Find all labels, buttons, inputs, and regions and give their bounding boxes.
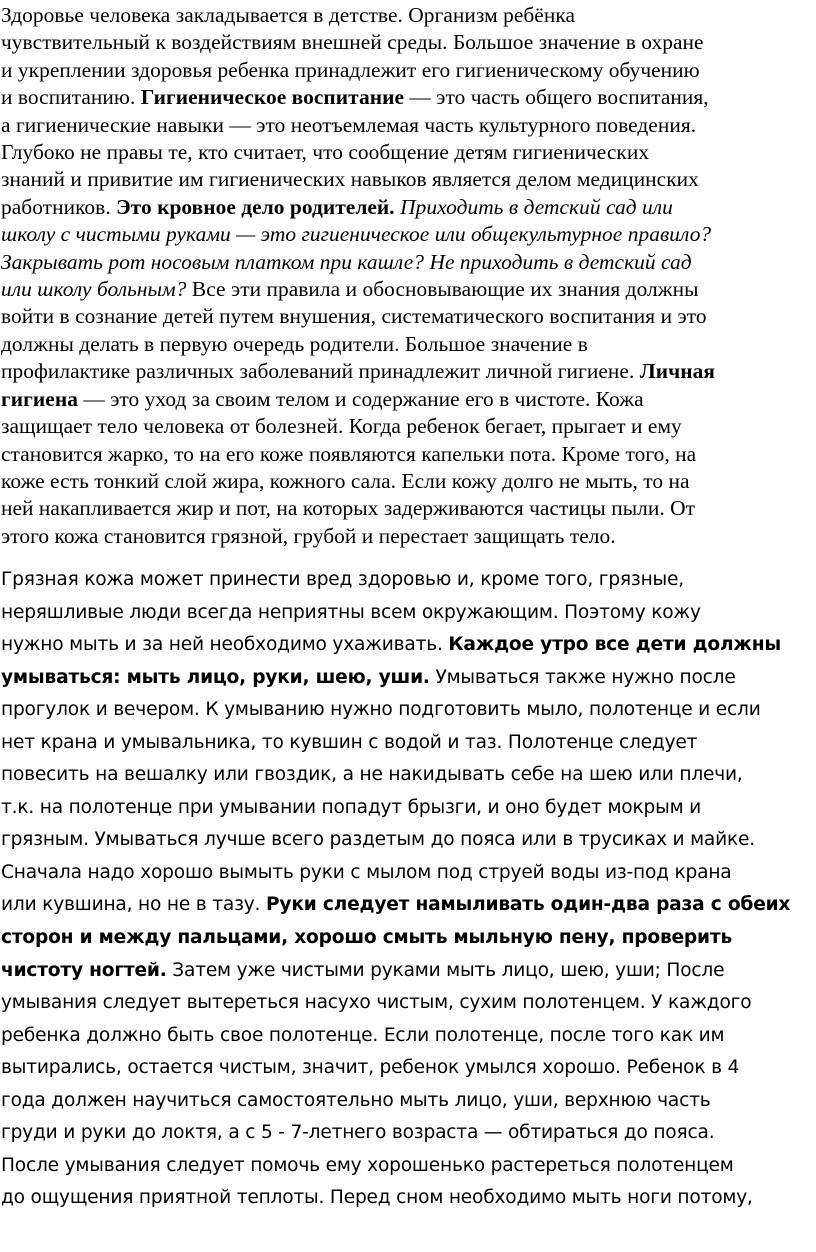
text-run: неряшливые люди всегда неприятны всем окружающим. Поэтому кожу xyxy=(1,601,701,623)
text-run: чувствительный к воздействиям внешней среды. Большое значение в охране xyxy=(1,30,704,55)
text-run: этого кожа становится грязной, грубой и перестает защищать тело. xyxy=(1,523,616,548)
text-run: или кувшина, но не в тазу. xyxy=(1,894,266,916)
sans-text-line xyxy=(1,1117,816,1150)
serif-text-line xyxy=(1,358,816,385)
sans-text-line xyxy=(1,922,816,955)
bold-text-run: Это кровное дело родителей. xyxy=(116,194,395,219)
text-run: Затем уже чистыми руками мыть лицо, шею, уши; После xyxy=(166,959,725,981)
italic-text-run: Приходить в детский сад или xyxy=(400,194,673,219)
text-run: повесить на вешалку или гвоздик, а не накидывать себе на шею или плечи, xyxy=(1,764,743,786)
serif-text-line xyxy=(1,139,816,166)
serif-text-line xyxy=(1,523,816,550)
text-run: войти в сознание детей путем внушения, систематического воспитания и это xyxy=(1,304,707,329)
text-run: года должен научиться самостоятельно мыть лицо, уши, верхнюю часть xyxy=(1,1089,711,1111)
serif-text-line xyxy=(1,441,816,468)
sans-text-line xyxy=(1,987,816,1020)
text-run: должны делать в первую очередь родители. Большое значение в xyxy=(1,331,588,356)
text-run: После умывания следует помочь ему хорошенько растереться полотенцем xyxy=(1,1154,734,1176)
sans-text-line xyxy=(1,694,816,727)
sans-text-line xyxy=(1,662,816,695)
bold-text-run: Руки следует намыливать один-два раза с обеих xyxy=(265,894,791,916)
sans-text-line xyxy=(1,1052,816,1085)
sans-text-line xyxy=(1,759,816,792)
sans-text-line xyxy=(1,1085,816,1118)
text-run: коже есть тонкий слой жира, кожного сала. Если кожу долго не мыть, то на xyxy=(1,468,690,493)
text-run: Сначала надо хорошо вымыть руки с мылом под струей воды из-под крана xyxy=(1,861,732,883)
text-run: до ощущения приятной теплоты. Перед сном необходимо мыть ноги потому, xyxy=(1,1187,753,1209)
serif-text-line xyxy=(1,468,816,495)
serif-text-line xyxy=(1,331,816,358)
text-run: ней накапливается жир и пот, на которых задерживаются частицы пыли. От xyxy=(1,496,696,521)
text-run: Здоровье человека закладывается в детстве. Организм ребёнка xyxy=(1,3,576,27)
bold-text-run: сторон и между пальцами, хорошо смыть мыльную пену, проверить xyxy=(1,927,732,949)
serif-text-line xyxy=(1,29,816,56)
serif-text-line xyxy=(1,303,816,330)
italic-text-run: Закрывать рот носовым платком при кашле? Не приходить в детский сад xyxy=(1,249,692,274)
sans-text-block xyxy=(1,564,816,1215)
bold-text-run: Личная xyxy=(639,359,715,384)
text-run: вытирались, остается чистым, значит, ребенок умылся хорошо. Ребенок в 4 xyxy=(1,1057,740,1079)
text-run: ребенка должно быть свое полотенце. Если полотенце, после того как им xyxy=(1,1024,725,1046)
text-run: профилактике различных заболеваний принадлежит личной гигиене. xyxy=(1,359,640,384)
text-run: — это уход за своим телом и содержание его в чистоте. Кожа xyxy=(77,386,644,411)
text-run: и укреплении здоровья ребенка принадлежит его гигиеническому обучению xyxy=(1,57,700,82)
sans-text-line xyxy=(1,824,816,857)
text-run: прогулок и вечером. К умыванию нужно подготовить мыло, полотенце и если xyxy=(1,699,761,721)
italic-text-run: или школу больным? xyxy=(1,277,187,302)
sans-text-line xyxy=(1,727,816,760)
serif-text-line xyxy=(1,57,816,84)
sans-text-line xyxy=(1,1182,816,1215)
serif-text-line xyxy=(1,249,816,276)
text-run: груди и руки до локтя, а с 5 - 7-летнего возраста — обтираться до пояса. xyxy=(1,1122,715,1144)
text-run: т.к. на полотенце при умывании попадут брызги, и оно будет мокрым и xyxy=(1,796,701,818)
sans-text-line xyxy=(1,955,816,988)
text-run: нет крана и умывальника, то кувшин с водой и таз. Полотенце следует xyxy=(1,731,698,753)
italic-text-run: школу с чистыми руками — это гигиеническое или общекультурное правило? xyxy=(1,222,712,247)
text-run: и воспитанию. xyxy=(1,85,141,110)
text-run: Глубоко не правы те, кто считает, что сообщение детям гигиенических xyxy=(1,140,650,165)
sans-text-line xyxy=(1,857,816,890)
serif-text-line xyxy=(1,166,816,193)
bold-text-run: Каждое утро все дети должны xyxy=(448,634,781,656)
serif-text-line xyxy=(1,221,816,248)
text-run: нужно мыть и за ней необходимо ухаживать. xyxy=(1,634,449,656)
sans-text-line xyxy=(1,564,816,597)
text-run: становится жарко, то на его коже появляются капельки пота. Кроме того, на xyxy=(1,441,697,466)
serif-text-line xyxy=(1,495,816,522)
text-run: знаний и привитие им гигиенических навыков является делом медицинских xyxy=(1,167,699,192)
serif-text-line xyxy=(1,386,816,413)
bold-text-run: гигиена xyxy=(1,386,78,411)
text-run: грязным. Умываться лучше всего раздетым до пояса или в трусиках и майке. xyxy=(1,829,755,851)
text-run: Грязная кожа может принести вред здоровью и, кроме того, грязные, xyxy=(1,569,684,590)
text-run: Умываться также нужно после xyxy=(429,666,736,688)
serif-text-line xyxy=(1,2,816,29)
text-run: работников. xyxy=(1,194,117,219)
sans-text-line xyxy=(1,792,816,825)
sans-text-line xyxy=(1,1150,816,1183)
sans-text-line xyxy=(1,1020,816,1053)
bold-text-run: умываться: мыть лицо, руки, шею, уши. xyxy=(1,666,430,688)
text-run: умывания следует вытереться насухо чистым, сухим полотенцем. У каждого xyxy=(1,992,752,1014)
text-run: а гигиенические навыки — это неотъемлемая часть культурного поведения. xyxy=(1,112,697,137)
bold-text-run: Гигиеническое воспитание xyxy=(140,85,404,110)
serif-text-line xyxy=(1,84,816,111)
text-run: Все эти правила и обосновывающие их знания должны xyxy=(186,277,699,302)
sans-text-line xyxy=(1,629,816,662)
serif-text-line xyxy=(1,112,816,139)
sans-text-line xyxy=(1,889,816,922)
serif-text-line xyxy=(1,276,816,303)
serif-text-block xyxy=(1,2,816,550)
text-run: — это часть общего воспитания, xyxy=(404,85,709,110)
bold-text-run: чистоту ногтей. xyxy=(1,959,167,981)
sans-text-line xyxy=(1,597,816,630)
serif-text-line xyxy=(1,413,816,440)
serif-text-line xyxy=(1,194,816,221)
text-run: защищает тело человека от болезней. Когда ребенок бегает, прыгает и ему xyxy=(1,414,682,439)
